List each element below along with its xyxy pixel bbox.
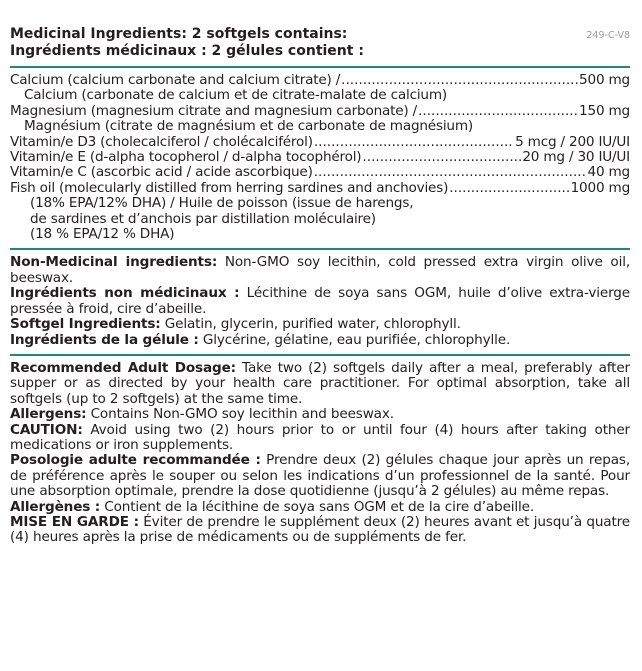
section-text: Éviter de prendre le supplément deux (2) heures avant et jusqu’à quatre (4) heures après la prise de médicaments ou de suppléments de fer.: [10, 513, 630, 546]
divider-rule: [10, 248, 630, 250]
dot-leader: [449, 181, 569, 196]
ingredient-list: [10, 73, 630, 242]
ingredient-amount: 20 mg / 30 IU/UI: [522, 149, 630, 166]
allergens-en: [10, 407, 630, 422]
section-text: Non-GMO soy lecithin, cold pressed extra virgin olive oil, beeswax.: [10, 254, 631, 286]
ingredient-name: Vitamin/e C (ascorbic acid / acide ascorbique): [10, 164, 313, 181]
dot-leader: [418, 104, 578, 119]
product-code: 249-C-V8: [586, 30, 630, 41]
ingredient-amount: 5 mcg / 200 IU/UI: [515, 133, 630, 150]
divider-rule: [10, 354, 630, 356]
ingredient-subtext: (18 % EPA/12 % DHA): [30, 226, 175, 243]
ingredient-row: [10, 165, 630, 180]
divider-rule: [10, 66, 630, 68]
ingredient-subtext: Calcium (carbonate de calcium et de citrate-malate de calcium): [24, 87, 447, 104]
ingredient-row: [10, 135, 630, 150]
dot-leader: [314, 165, 587, 180]
ingredient-name: Vitamin/e D3 (cholecalciferol / cholécalciférol): [10, 133, 313, 150]
non-medicinal-fr: [10, 286, 630, 317]
ingredient-amount: 1000 mg: [570, 179, 630, 196]
section-text: Lécithine de soya sans OGM, huile d’olive extra-vierge pressée à froid, cire d’abeille.: [10, 285, 630, 317]
section-label: Non-Medicinal ingredients:: [10, 254, 218, 271]
ingredient-amount: 500 mg: [579, 72, 630, 88]
dosage-section: [10, 361, 630, 546]
ingredient-name: Calcium (calcium carbonate and calcium citrate) /: [10, 72, 341, 88]
ingredient-subtext: (18% EPA/12% DHA) / Huile de poisson (issue de harengs,: [30, 195, 414, 212]
softgel-ingredients-fr: [10, 333, 630, 348]
non-medicinal-section: [10, 255, 630, 347]
caution-en: [10, 423, 630, 454]
section-text: Contient de la lécithine de soya sans OGM et de la cire d’abeille.: [100, 498, 535, 515]
ingredient-name: Fish oil (molecularly distilled from herring sardines and anchovies): [10, 179, 449, 196]
ingredient-amount: 40 mg: [587, 164, 630, 181]
section-label: Posologie adulte recommandée :: [10, 452, 261, 469]
caution-fr: [10, 515, 630, 546]
ingredient-name: Vitamin/e E (d-alpha tocopherol / d-alpha tocophérol): [10, 149, 362, 166]
softgel-ingredients-en: [10, 317, 630, 332]
section-label: Recommended Adult Dosage:: [10, 359, 236, 376]
section-text: Take two (2) softgels daily after a meal, preferably after supper or as directed by your health care practitioner. For optimal absorption, take all softgels (up to 2 softgels) at the same time.: [10, 359, 630, 407]
ingredient-amount: 150 mg: [579, 102, 630, 119]
medicinal-header-en: Medicinal Ingredients: 2 softgels contains:: [10, 26, 348, 42]
allergens-fr: [10, 500, 630, 515]
dot-leader: [362, 150, 521, 165]
section-text: Gelatin, glycerin, purified water, chlorophyll.: [160, 316, 461, 333]
ingredient-row: [10, 73, 630, 88]
supplement-facts-label: [10, 26, 630, 546]
section-label: Softgel Ingredients:: [10, 316, 161, 333]
section-label: MISE EN GARDE :: [10, 513, 139, 530]
ingredient-subtext: Magnésium (citrate de magnésium et de carbonate de magnésium): [24, 118, 473, 135]
section-text: Prendre deux (2) gélules chaque jour après un repas, de préférence après le souper ou selon les indications d’un professionnel de la santé. Pour une absorption optimale, prendre la dose quotidienne (jusqu’à 2 gélules) au même repas.: [10, 452, 631, 500]
section-text: Contains Non-GMO soy lecithin and beeswax.: [86, 406, 394, 423]
section-label: Ingrédients non médicinaux :: [10, 285, 240, 302]
ingredient-name: Magnesium (magnesium citrate and magnesium carbonate) /: [10, 102, 418, 119]
section-text: Avoid using two (2) hours prior to or until four (4) hours after taking other medications or iron supplements.: [10, 421, 630, 453]
section-label: CAUTION:: [10, 421, 83, 438]
section-label: Ingrédients de la gélule :: [10, 331, 199, 348]
dot-leader: [314, 135, 514, 150]
ingredient-row: [10, 181, 630, 196]
dosage-fr: [10, 453, 630, 499]
ingredient-row: [10, 104, 630, 119]
non-medicinal-en: [10, 255, 630, 286]
section-label: Allergènes :: [10, 498, 101, 515]
dosage-en: [10, 361, 630, 407]
medicinal-header-fr: Ingrédients médicinaux : 2 gélules contient :: [10, 43, 364, 59]
ingredient-row: [10, 150, 630, 165]
section-text: Glycérine, gélatine, eau purifiée, chlorophylle.: [198, 331, 511, 348]
ingredient-subtext: de sardines et d’anchois par distillation moléculaire): [30, 210, 376, 227]
section-label: Allergens:: [10, 406, 87, 423]
dot-leader: [341, 73, 578, 88]
